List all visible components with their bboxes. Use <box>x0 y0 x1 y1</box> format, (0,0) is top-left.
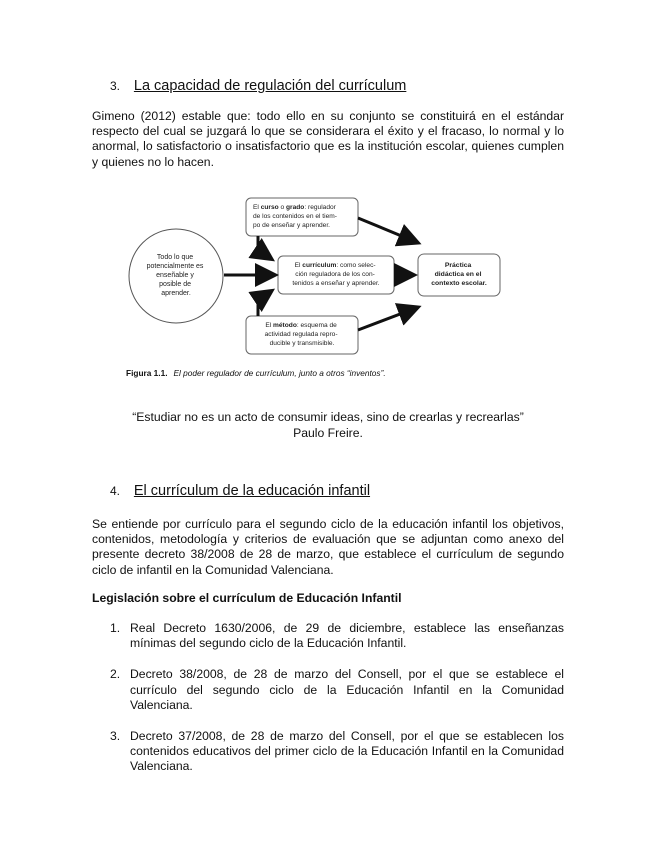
circle-line: enseñable y <box>156 272 194 279</box>
list-item <box>92 729 564 775</box>
box-metodo <box>246 316 358 354</box>
circle-teachable <box>129 229 223 323</box>
paragraph-curriculo: Se entiende por currículo para el segundo ciclo de la educación infantil los objetivos, contenidos, metodología y criterios de evaluación que se adjuntan como anexo del presente decreto 38/2008 de 28 de marzo, que establece el currículum de segundo ciclo de infantil en la Comunidad Valenciana. <box>92 517 564 577</box>
section-heading-3 <box>110 77 406 94</box>
legislation-list <box>92 621 564 791</box>
circle-line: Todo lo que <box>156 254 194 261</box>
list-item <box>92 667 564 713</box>
list-item-number: 3. <box>110 729 121 744</box>
quote-text: “Estudiar no es un acto de consumir ideas, sino de crearlas y recrearlas” <box>132 410 524 424</box>
list-item-text: Decreto 37/2008, de 28 de marzo del Consell, por el que se establecen los contenidos educativos del primer ciclo de la Educación Infantil en la Comunidad Valenciana. <box>130 729 564 774</box>
box-curriculum <box>278 256 394 294</box>
list-item <box>92 621 564 651</box>
arrow-top-to-curriculum <box>258 236 270 258</box>
svg-text:El método: esquema de: El método: esquema de actividad regulada repro- ducible y transmisible. <box>264 322 338 347</box>
list-item-number: 1. <box>110 621 121 635</box>
svg-text:El curso o grado: regulador: El curso o grado: regulador de los contenidos en el tiem- po de enseñar y aprender. <box>253 204 337 229</box>
svg-text:Práctica didáctica e: Práctica didáctica en el contexto escolar. <box>431 262 487 287</box>
figure-curriculum-diagram <box>126 196 506 386</box>
section-number: 3. <box>110 79 121 93</box>
paragraph-gimeno: Gimeno (2012) estable que: todo ello en su conjunto se constituirá en el estándar respecto del cual se juzgará lo que se considerara el éxito y el fracaso, lo normal y lo anormal, lo satisfactorio o insatisfactorio que es la institución escolar, quienes cumplen y quienes no lo hacen. <box>92 109 564 169</box>
section-heading-4 <box>110 482 370 499</box>
section-title: El currículum de la educación infantil <box>133 483 371 499</box>
figure-caption-text: El poder regulador de currículum, junto a otros “inventos”. <box>173 368 386 378</box>
circle-line: potencialmente es <box>146 263 204 270</box>
box-practica-didactica <box>418 254 500 296</box>
list-item-text: Real Decreto 1630/2006, de 29 de diciembre, establece las enseñanzas mínimas del segundo ciclo de la Educación Infantil. <box>130 621 564 651</box>
figure-caption <box>126 368 386 378</box>
circle-line: posible de <box>159 281 191 288</box>
legislation-title: Legislación sobre el currículum de Educación Infantil <box>92 591 402 605</box>
svg-text:El currículum: como selec-: El currículum: como selec- ción reguladora de los con- tenidos a enseñar y aprender. <box>292 262 380 287</box>
section-title: La capacidad de regulación del currículum <box>133 78 407 94</box>
box-curso-grado <box>246 198 358 236</box>
arrow-bottom-to-practice <box>358 308 416 330</box>
list-item-text: Decreto 38/2008, de 28 de marzo del Consell, por el que se establece el currículo del segundo ciclo de la Educación Infantil en la Comunidad Valenciana. <box>130 667 564 712</box>
quote-author: Paulo Freire. <box>293 426 363 440</box>
arrow-bottom-to-curriculum <box>258 292 270 316</box>
figure-caption-label: Figura 1.1. <box>126 368 168 378</box>
arrow-top-to-practice <box>358 218 416 242</box>
section-number: 4. <box>110 484 121 498</box>
list-item-number: 2. <box>110 667 121 682</box>
circle-line: aprender. <box>161 290 191 297</box>
